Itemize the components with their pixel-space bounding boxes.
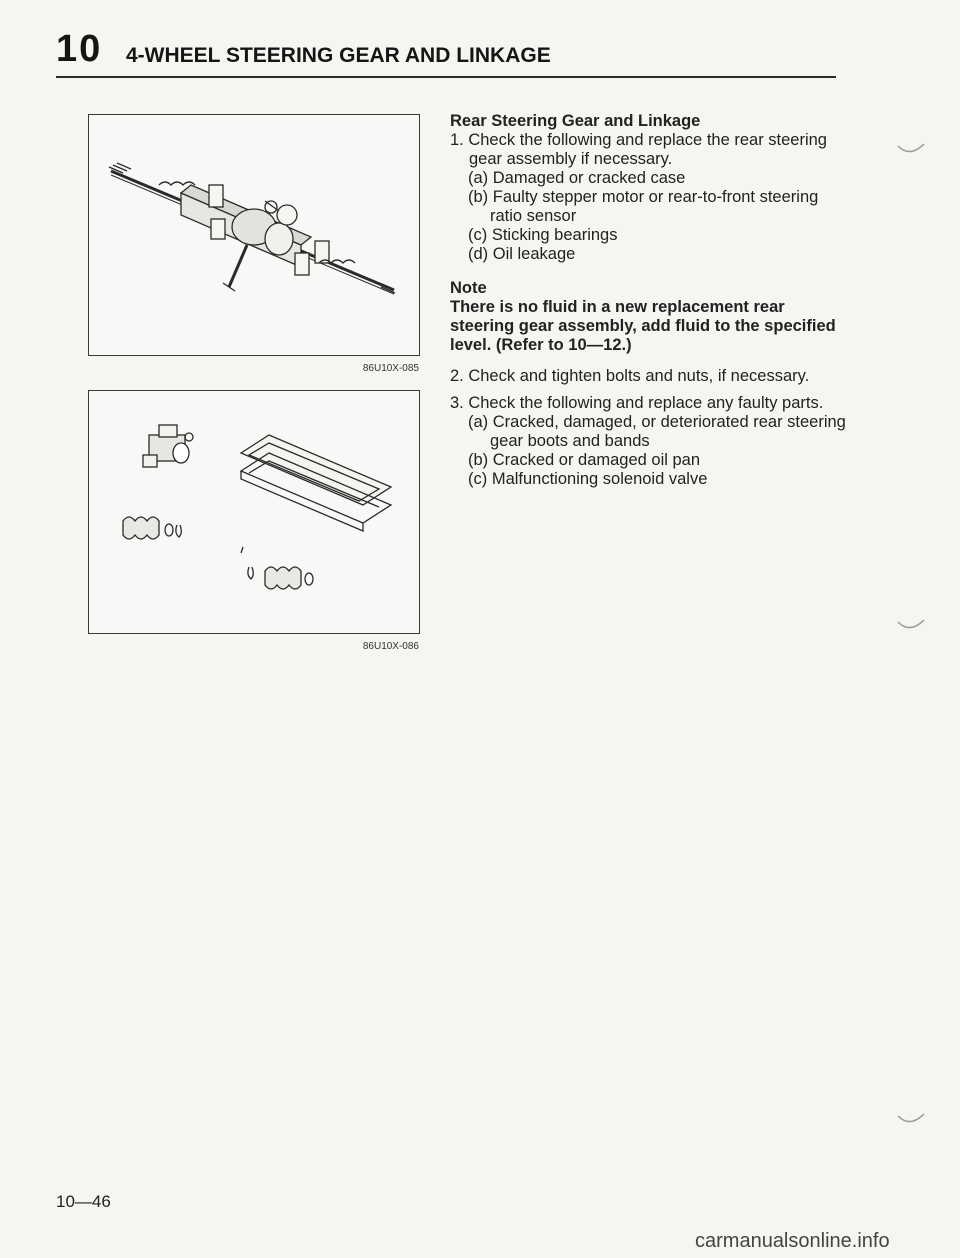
figure-components [88, 390, 420, 652]
figure-steering-gear [88, 114, 420, 374]
watermark: carmanualsonline.info [695, 1230, 890, 1252]
section-title: 4-WHEEL STEERING GEAR AND LINKAGE [126, 44, 551, 67]
note-heading: Note [450, 279, 487, 297]
page-header [56, 28, 836, 76]
step-3-subitem: (c) Malfunctioning solenoid valve [468, 470, 708, 488]
step-2: 2. Check and tighten bolts and nuts, if necessary. [450, 367, 810, 385]
procedure-heading: Rear Steering Gear and Linkage [450, 112, 701, 130]
binding-mark-icon [896, 616, 926, 636]
solenoid-valve-drawing [143, 425, 193, 467]
step-3-subitem: (a) Cracked, damaged, or deteriorated rear steering gear boots and bands [468, 413, 846, 450]
procedure-text [450, 112, 850, 489]
header-rule [56, 76, 836, 78]
binding-mark-icon [896, 1110, 926, 1130]
figure-code: 86U10X-085 [362, 363, 419, 374]
step-1: 1. Check the following and replace the rear steering gear assembly if necessary. [450, 131, 827, 168]
steering-gear-illustration [89, 115, 419, 355]
binding-mark-icon [896, 140, 926, 160]
note-block [450, 279, 850, 355]
step-3-subitem: (b) Cracked or damaged oil pan [468, 451, 701, 469]
figure-code: 86U10X-086 [362, 641, 419, 652]
components-illustration [89, 391, 419, 633]
page-number: 10—46 [56, 1192, 111, 1211]
step-1-subitem: (d) Oil leakage [468, 245, 576, 263]
step-1-subitem: (c) Sticking bearings [468, 226, 618, 244]
step-1-subitem: (a) Damaged or cracked case [468, 169, 686, 187]
step-1-subitem: (b) Faulty stepper motor or rear-to-front steering ratio sensor [468, 188, 819, 225]
step-3: 3. Check the following and replace any faulty parts. [450, 394, 824, 412]
section-number: 10 [56, 28, 103, 70]
note-body: There is no fluid in a new replacement rear steering gear assembly, add fluid to the specified level. (Refer to 10—12.) [450, 298, 836, 354]
